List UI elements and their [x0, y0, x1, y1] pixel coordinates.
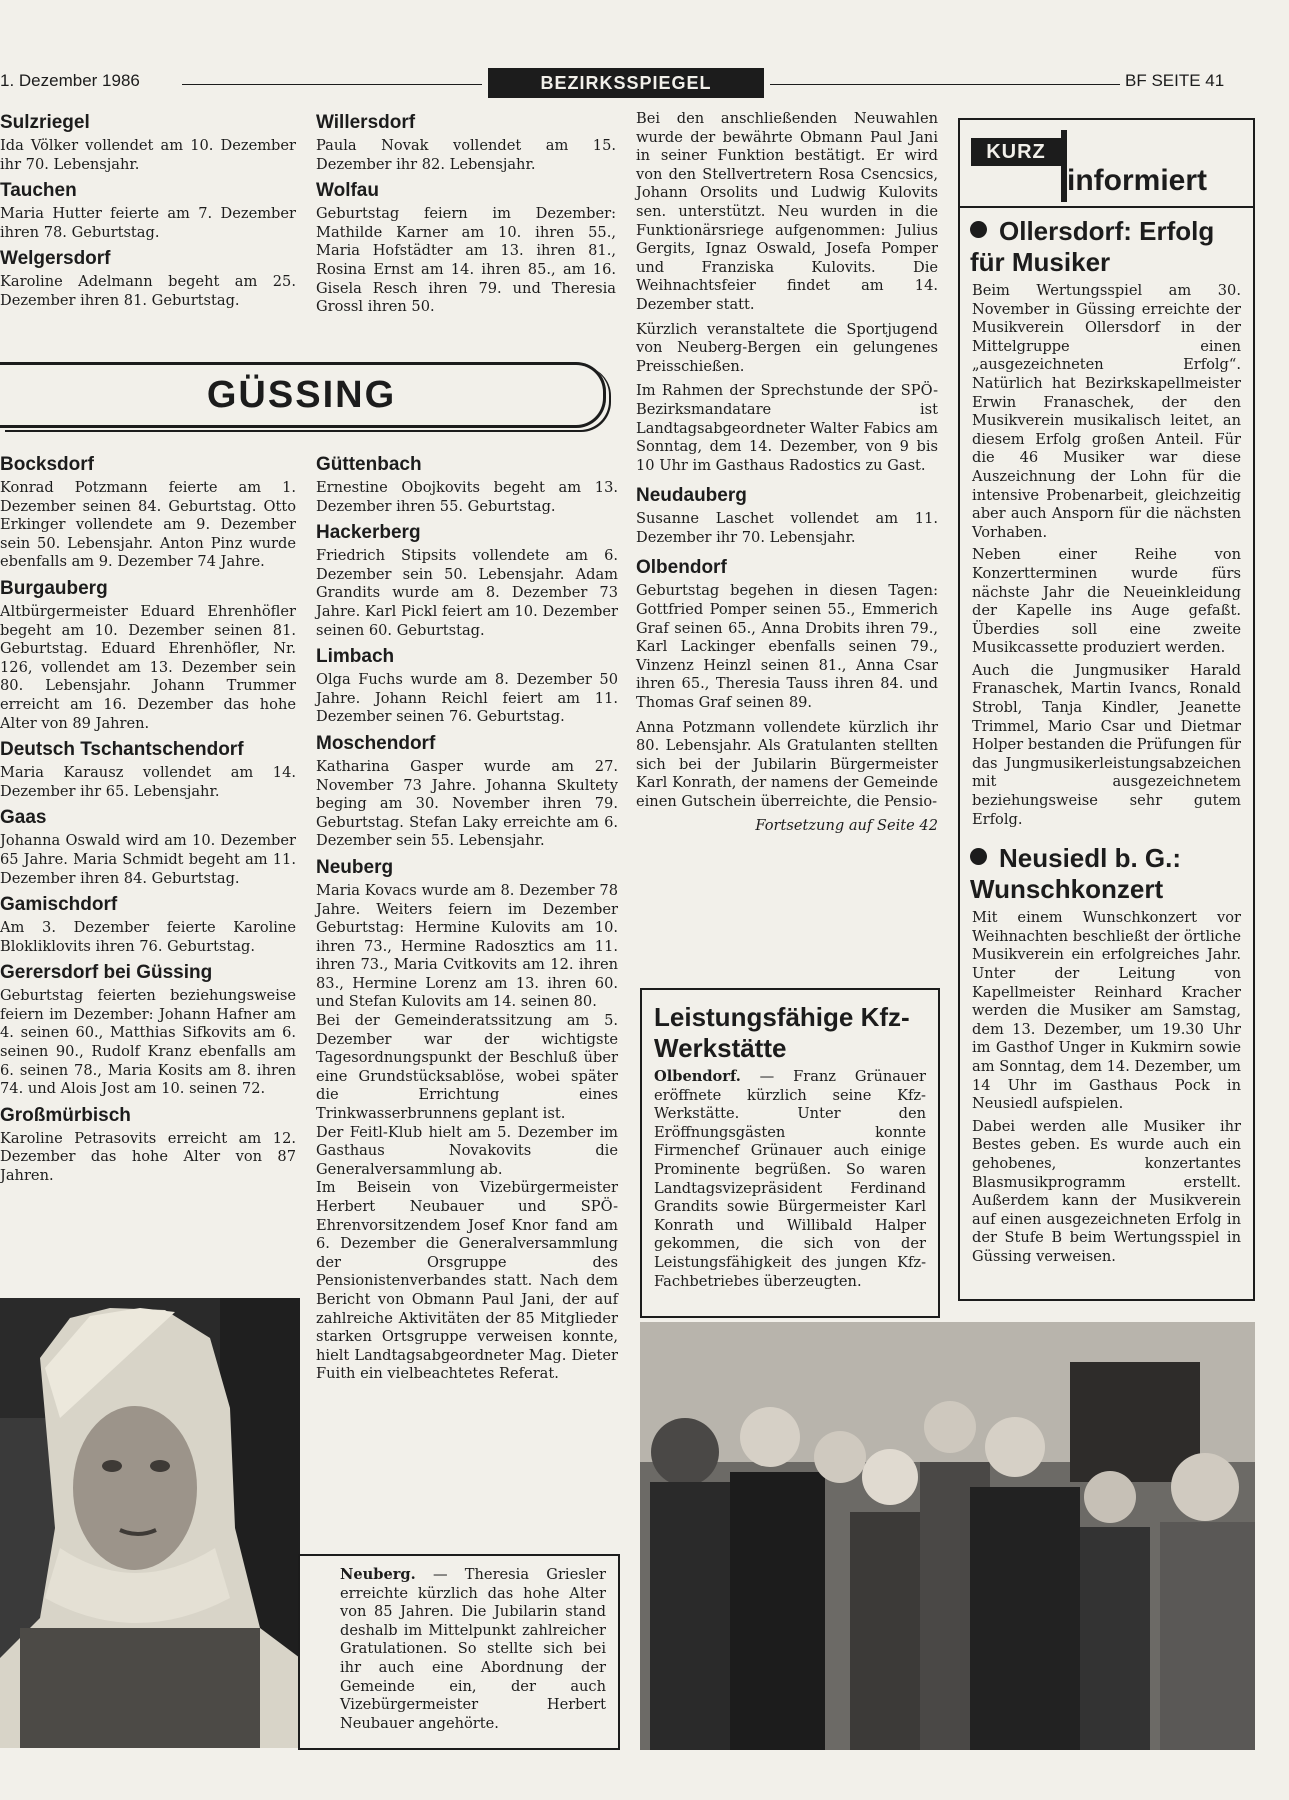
news-brief-label: KURZ	[971, 138, 1061, 166]
item-text: Im Rahmen der Sprechstunde der SPÖ-Bezirksmandatare ist Landtagsabgeordneter Walter Fabics am Sonntag, dem 14. Dezember, von 9 bis 10 Uhr im Gasthaus Radostics zu Gast.	[636, 382, 938, 474]
brief-headline: Ollersdorf: Erfolg für Musiker	[970, 216, 1215, 277]
caption-text	[340, 1566, 606, 1733]
continued-note[interactable]: Fortsetzung auf Seite 42	[755, 816, 938, 834]
place-heading: Güttenbach	[316, 454, 422, 475]
portrait-photo	[0, 1298, 300, 1748]
item-text: Am 3. Dezember feierte Karoline Blokliklovits ihren 76. Geburtstag.	[0, 919, 296, 955]
section-title: BEZIRKSSPIEGEL	[488, 68, 764, 98]
header-date: 1. Dezember 1986	[0, 71, 140, 90]
kfz-body: — Franz Grünauer eröffnete kürzlich seine Kfz-Werkstätte. Unter den Eröffnungsgästen konnte Firmenchef Grünauer auch einige Prominente begrüßen. So waren Landtagsvizepräsident Ferdinand Grandits sowie Bürgermeister Karl Konrath und Willibald Halper gekommen, die sich von der Leistungsfähigkeit des jungen Kfz-Fachbetriebes überzeugten.	[654, 1068, 926, 1290]
item-text: Anna Potzmann vollendete kürzlich ihr 80. Lebensjahr. Als Gratulanten stellten sich bei der Jubilarin Bürgermeister Karl Konrath, der namens der Gemeinde einen Gutschein überreichte, die Pensio-	[636, 718, 938, 810]
column-top-middle	[316, 106, 616, 317]
group-photo	[640, 1322, 1255, 1750]
item-text: Katharina Gasper wurde am 27. November 73 Jahre. Johanna Skultety beging am 30. November ihren 79. Geburtstag. Stefan Laky erreichte am 6. Dezember sein 55. Lebensjahr.	[316, 757, 618, 850]
kfz-lead: Olbendorf.	[654, 1068, 741, 1085]
column-third	[636, 110, 938, 836]
brief-headline: Neusiedl b. G.: Wunschkonzert	[970, 843, 1182, 905]
place-heading: Gerersdorf bei Güssing	[0, 962, 213, 984]
item-text: Kürzlich veranstaltete die Sportjugend von Neuberg-Bergen ein gelungenes Preisschießen.	[636, 320, 938, 375]
bullet-icon	[970, 848, 987, 865]
place-heading: Neudauberg	[636, 485, 747, 507]
photo-caption-box	[298, 1554, 620, 1750]
page-header	[0, 68, 1289, 98]
kfz-text	[654, 1068, 926, 1291]
item-text: Olga Fuchs wurde am 8. Dezember 50 Jahre. Johann Reichl feiert am 11. Dezember seinen 76. Geburtstag.	[316, 671, 618, 726]
column-top-left	[0, 106, 296, 311]
place-heading: Limbach	[316, 646, 395, 668]
place-heading: Olbendorf	[636, 557, 727, 579]
caption-lead: Neuberg.	[340, 1566, 416, 1583]
district-title: GÜSSING	[206, 374, 397, 416]
place-heading: Gaas	[0, 807, 47, 829]
brief-text: Dabei werden alle Musiker ihr Bestes geben. Es wurde auch ein gehobenes, konzertantes Blasmusikprogramm erstellt. Außerdem kann der Musikverein auf einen ausgezeichneten Erfolg in der Stufe B beim Wertungsspiel in Güssing verweisen.	[972, 1117, 1241, 1265]
place-heading: Gamischdorf	[0, 894, 118, 916]
item-text: Johanna Oswald wird am 10. Dezember 65 Jahre. Maria Schmidt begeht am 11. Dezember ihren 84. Geburtstag.	[0, 832, 296, 887]
kfz-headline: Leistungsfähige Kfz-Werkstätte	[654, 1002, 910, 1063]
place-heading: Sulzriegel	[0, 112, 90, 133]
brief-text: Neben einer Reihe von Konzertterminen wurde fürs nächste Jahr die Neueinkleidung der Kapelle ins Auge gefaßt. Überdies soll eine zweite Musikcassette produziert werden.	[972, 546, 1241, 657]
brief-text: Auch die Jungmusiker Harald Franaschek, Martin Ivancs, Ronald Strobl, Tanja Kindler, Jeanette Trimmel, Mario Csar und Dietmar Holper bestanden die Prüfungen für das Jungmusikerleistungsabzeichen mit ausgezeichnetem beziehungsweise sehr gutem Erfolg.	[972, 661, 1241, 828]
item-text: Im Beisein von Vizebürgermeister Herbert Neubauer und SPÖ-Ehrenvorsitzendem Josef Knor fand am 6. Dezember die Generalversammlung der Orsgruppe des Pensionistenverbandes statt. Nach dem Bericht von Obmann Paul Jani, der auf zahlreiche Aktivitäten der 85 Mitglieder starken Ortsgruppe verweisen konnte, hielt Landtagsabgeordneter Mag. Dieter Fuith ein vielbeachtetes Referat.	[316, 1179, 618, 1383]
place-heading: Willersdorf	[316, 112, 416, 133]
news-brief-box	[958, 118, 1255, 1301]
place-heading: Welgersdorf	[0, 248, 111, 270]
place-heading: Hackerberg	[316, 522, 421, 544]
item-text: Maria Hutter feierte am 7. Dezember ihren 78. Geburtstag.	[0, 205, 296, 241]
caption-body: — Theresia Griesler erreichte kürzlich das hohe Alter von 85 Jahren. Die Jubilarin stand deshalb im Mittelpunkt zahlreicher Gratulationen. So stellte sich bei ihr auch eine Abordnung der Gemeinde ein, der auch Vizebürgermeister Herbert Neubauer angehörte.	[340, 1566, 606, 1732]
item-text: Altbürgermeister Eduard Ehrenhöfler begeht am 10. Dezember seinen 81. Geburtstag. Eduard Ehrenhöfler, Nr. 126, vollendet am 13. Dezember sein 80. Lebensjahr. Johann Trummer erreicht am 16. Dezember das hohe Alter von 89 Jahren.	[0, 602, 296, 732]
item-text: Bei den anschließenden Neuwahlen wurde der bewährte Obmann Paul Jani in seiner Funktion bestätigt. Er wird von den Stellvertretern Rosa Csencsics, Johann Orsolits und Ludwig Kulovits sen. unterstützt. Neu wurden in die Funktionärsriege aufgenommen: Julius Gergits, Ignaz Oswald, Josefa Pomper und Franziska Kulovits. Die Weihnachtsfeier findet am 14. Dezember statt.	[636, 110, 938, 313]
item-text: Maria Kovacs wurde am 8. Dezember 78 Jahre. Weiters feiern im Dezember Geburtstag: Hermine Kulovits am 10. ihren 73., Hermine Radosztics am 11. ihren 73., Maria Cvitkovits am 12. ihren 83., Hermine Lorenz am 13. ihren 60. und Stefan Kulovits am 14. seinen 80.	[316, 881, 618, 1011]
item-text: Ida Völker vollendet am 10. Dezember ihr 70. Lebensjahr.	[0, 137, 296, 173]
place-heading: Wolfau	[316, 180, 379, 202]
page-number: BF SEITE 41	[1125, 71, 1225, 90]
column-main-left	[0, 448, 296, 1186]
place-heading: Neuberg	[316, 856, 394, 878]
item-text: Geburtstag feiern im Dezember: Mathilde Karner am 10. ihren 55., Maria Hofstädter am 13. ihren 81., Rosina Ernst am 14. ihren 85., am 16. Gisela Resch ihren 79. und Theresia Grossl ihren 50.	[316, 205, 616, 316]
brief-text: Beim Wertungsspiel am 30. November in Güssing erreichte der Musikverein Ollersdorf in der Mittelgruppe einen „ausgezeichneten Erfolg“. Natürlich hat Bezirkskapellmeister Erwin Franaschek, der den Musikverein musikalisch leitet, an diesem Erfolg großen Anteil. Für die 46 Musiker war diese Auszeichnung der Lohn für die intensive Probenarbeit, gleichzeitig aber auch Ansporn für die nächsten Vorhaben.	[972, 282, 1241, 541]
bullet-icon	[970, 221, 987, 238]
news-brief-header	[960, 120, 1253, 208]
item-text: Karoline Adelmann begeht am 25. Dezember ihren 81. Geburtstag.	[0, 273, 296, 309]
item-text: Karoline Petrasovits erreicht am 12. Dezember das hohe Alter von 87 Jahren.	[0, 1129, 296, 1185]
header-rule-left	[182, 84, 482, 85]
item-text: Friedrich Stipsits vollendete am 6. Dezember sein 50. Lebensjahr. Adam Grandits wurde am 8. Dezember 73 Jahre. Karl Pickl feiert am 10. Dezember seinen 60. Geburtstag.	[316, 547, 618, 639]
item-text: Bei der Gemeinderatssitzung am 5. Dezember war der wichtigste Tagesordnungspunkt der Beschluß über eine Grundstücksablöse, wobei später die Errichtung eines Trinkwasserbrunnens geplant ist.	[316, 1012, 618, 1123]
group-image	[640, 1322, 1255, 1750]
place-heading: Burgauberg	[0, 577, 108, 599]
place-heading: Moschendorf	[316, 732, 436, 754]
item-text: Susanne Laschet vollendet am 11. Dezember ihr 70. Lebensjahr.	[636, 510, 938, 546]
place-heading: Bocksdorf	[0, 454, 94, 475]
header-rule-right	[770, 84, 1120, 85]
place-heading: Großmürbisch	[0, 1104, 131, 1126]
item-text: Ernestine Obojkovits begeht am 13. Dezember ihren 55. Geburtstag.	[316, 479, 618, 515]
kfz-article-box	[640, 988, 940, 1318]
column-main-middle	[316, 448, 618, 1384]
place-heading: Deutsch Tschantschendorf	[0, 739, 244, 761]
place-heading: Tauchen	[0, 180, 77, 202]
item-text: Geburtstag begehen in diesen Tagen: Gottfried Pomper seinen 55., Emmerich Graf seinen 65., Anna Drobits ihren 79., Karl Lackinger ebenfalls seinen 79., Vinzenz Heinzl seinen 81., Anna Csar ihren 65., Theresia Tauss ihren 84. und Thomas Graf seinen 89.	[636, 582, 938, 712]
news-brief-title: informiert	[1067, 164, 1208, 197]
portrait-image	[0, 1298, 300, 1748]
item-text: Konrad Potzmann feierte am 1. Dezember seinen 84. Geburtstag. Otto Erkinger vollendete am 9. Dezember sein 50. Lebensjahr. Anton Pinz wurde ebenfalls am 9. Dezember 74 Jahre.	[0, 479, 296, 571]
item-text: Der Feitl-Klub hielt am 5. Dezember im Gasthaus Novakovits die Generalversammlung ab.	[316, 1123, 618, 1178]
district-banner	[0, 362, 606, 428]
brief-text: Mit einem Wunschkonzert vor Weihnachten beschließt der örtliche Musikverein ein erfolgreiches Jahr. Unter der Leitung von Kapellmeister Reinhard Kracher werden die Musiker am Samstag, dem 13. Dezember, um 19.30 Uhr im Gasthof Unger in Kukmirn sowie am Sonntag, dem 14. Dezember, um 14 Uhr im Gasthaus Pock in Neusiedl aufspielen.	[972, 909, 1241, 1113]
item-text: Maria Karausz vollendet am 14. Dezember ihr 65. Lebensjahr.	[0, 764, 296, 800]
item-text: Geburtstag feierten beziehungsweise feiern im Dezember: Johann Hafner am 4. seinen 60., Matthias Sifkovits am 6. seinen 90., Rudolf Kranz ebenfalls am 6. seinen 78., Maria Kosits am 8. ihren 74. und Alois Jost am 10. seinen 72.	[0, 987, 296, 1098]
item-text: Paula Novak vollendet am 15. Dezember ihr 82. Lebensjahr.	[316, 137, 616, 173]
